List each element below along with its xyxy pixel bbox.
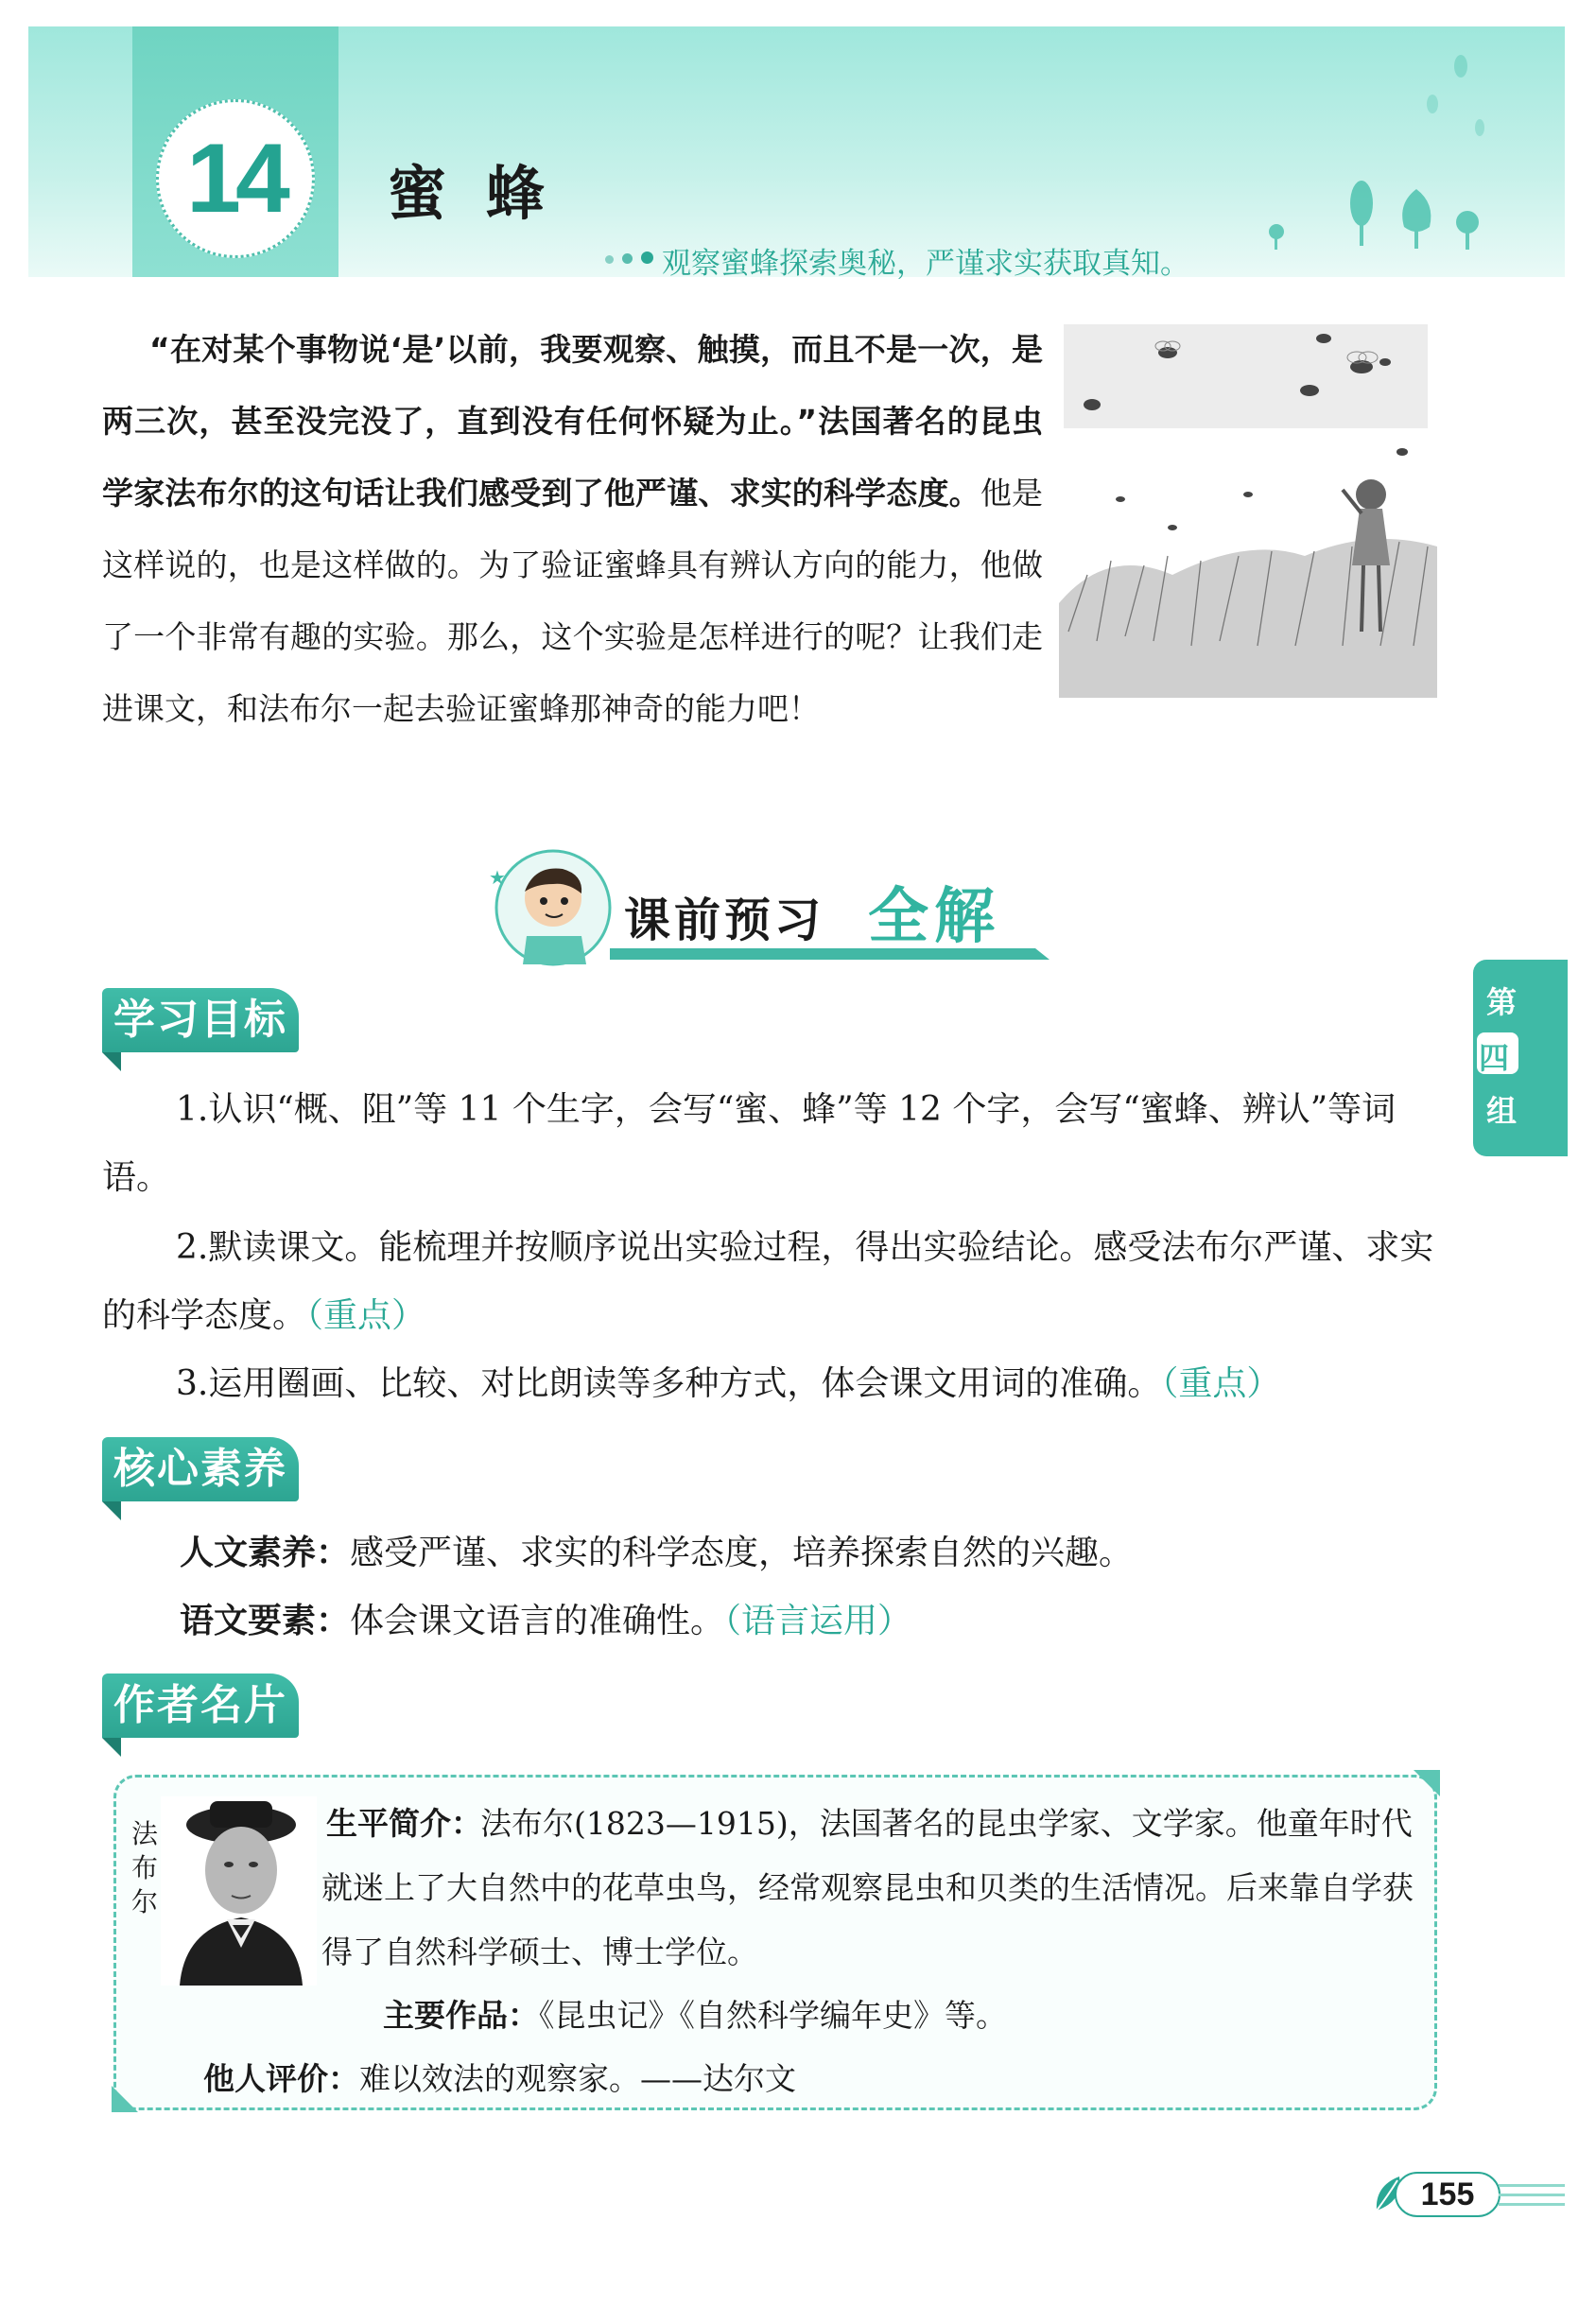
lesson-title: 蜜蜂 [388,159,585,228]
side-tab-char-1: 第 [1486,984,1518,1020]
lesson-subtitle: 观察蜜蜂探索奥秘，严谨求实获取真知。 [662,247,1189,281]
intro-quote: “在对某个事物说‘是’以前，我要观察、触摸，而且不是一次，是两三次，甚至没完没了，直到没有任何怀疑为止。”法国著名的昆虫学家法布尔的这句话让我们感受到了他严谨、求实的科学态度。 [102,331,1043,512]
bio-text-block [321,1792,1423,1985]
side-tab-char-3: 组 [1486,1093,1518,1129]
humanities-line [180,1519,1437,1587]
goal-item-1-text: 1.认识“概、阻”等 11 个生字，会写“蜜、蜂”等 12 个字，会写“蜜蜂、辨认”等词语。 [102,1090,1396,1197]
works-label: 主要作品： [383,1997,539,2034]
review-line [203,2047,1423,2111]
bullet-dot-icon [641,251,653,264]
goal-item-3 [102,1350,1445,1418]
bullet-dot-icon [605,255,614,264]
intro-text: 他是这样说的，也是这样做的。为了验证蜜蜂具有辨认方向的能力，他做了一个非常有趣的实验。那么，这个实验是怎样进行的呢？让我们走进课文，和法布尔一起去验证蜜蜂那神奇的能力吧！ [102,475,1044,727]
language-line [180,1587,1437,1656]
bullet-dot-icon [622,253,633,264]
intro-paragraph [102,314,1043,745]
lesson-number-badge [156,99,315,258]
tree-decoration-icon [1248,38,1494,255]
goal-item-3-tag: （重点） [1161,1364,1281,1403]
humanities-text: 感受严谨、求实的科学态度，培养探索自然的兴趣。 [350,1534,1134,1572]
card-corner [112,2086,138,2112]
author-card-label: 作者名片 [102,1674,299,1738]
label-tail [102,1052,121,1071]
page-number-rule [1499,2203,1565,2206]
svg-text:★: ★ [489,866,506,889]
goal-item-2-text: 2.默读课文。能梳理并按顺序说出实验过程，得出实验结论。感受法布尔严谨、求实的科学态度。 [102,1228,1434,1335]
page-number: 155 [1395,2172,1501,2217]
page-number-rule [1499,2184,1565,2187]
works-line [383,1984,1423,2048]
goal-item-1 [102,1076,1445,1212]
goal-item-2 [102,1214,1445,1350]
author-portrait [161,1796,317,1986]
goal-item-3-text: 3.运用圈画、比较、对比朗读等多种方式，体会课文用词的准确。 [176,1364,1162,1403]
humanities-label: 人文素养： [180,1534,351,1572]
works-text: 《昆虫记》《自然科学编年史》等。 [539,1997,1007,2034]
preview-title-main: 课前预习 [624,893,825,947]
learning-goals-label: 学习目标 [102,988,299,1052]
review-text: 难以效法的观察家。——达尔文 [359,2060,796,2097]
language-tag: （语言运用） [724,1602,912,1640]
label-tail [102,1738,121,1757]
side-tab-char-2: 四 [1479,1040,1510,1076]
bio-text: 法布尔(1823—1915)，法国著名的昆虫学家、文学家。他童年时代就迷上了大自然中的花草虫鸟，经常观察昆虫和贝类的生活情况。后来靠自学获得了自然科学硕士、博士学位。 [321,1805,1414,1970]
review-label: 他人评价： [203,2060,359,2097]
bees-and-girl-illustration [1059,320,1437,698]
label-tail [102,1501,121,1520]
page-number-rule [1499,2194,1565,2196]
preview-title-accent: 全解 [868,882,1000,952]
core-literacy-label: 核心素养 [102,1437,299,1501]
bio-label: 生平简介： [326,1805,482,1842]
lesson-number: 14 [186,124,285,234]
language-text: 体会课文语言的准确性。 [350,1602,725,1640]
goal-item-2-tag: （重点） [306,1296,426,1335]
author-vertical-name: 法布尔 [130,1818,158,1917]
language-label: 语文要素： [180,1602,351,1640]
